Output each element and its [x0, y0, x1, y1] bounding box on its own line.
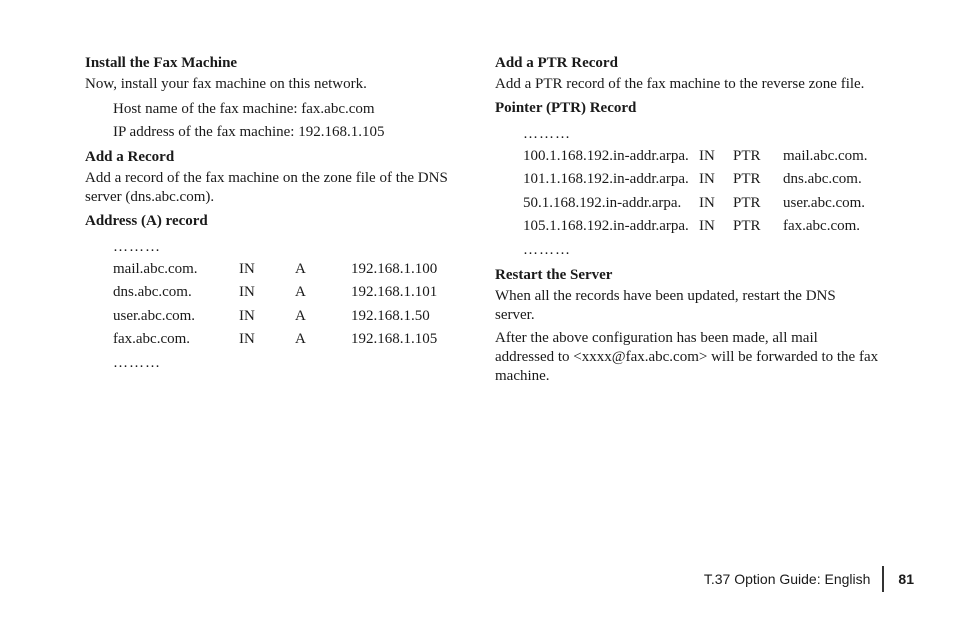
record-value: user.abc.com. — [783, 194, 866, 211]
record-row — [113, 305, 461, 328]
guide-title: T.37 Option Guide: English — [703, 571, 871, 587]
ellipsis-bottom: ……… — [113, 354, 161, 371]
record-class: IN — [699, 171, 715, 188]
record-value: 192.168.1.100 — [351, 261, 438, 277]
record-class: IN — [239, 261, 255, 277]
record-value: dns.abc.com. — [783, 171, 862, 188]
record-row — [523, 145, 883, 168]
ptr-records-table — [523, 145, 883, 239]
a-records-table — [113, 258, 461, 352]
restart-text: When all the records have been updated, restart the DNS server. — [495, 287, 836, 323]
install-heading: Install the Fax Machine — [85, 55, 238, 71]
record-value: 192.168.1.50 — [351, 307, 430, 324]
record-name: 100.1.168.192.in-addr.arpa. — [523, 148, 689, 164]
record-name: fax.abc.com. — [113, 331, 191, 348]
record-value: 192.168.1.101 — [351, 284, 438, 301]
record-value: 192.168.1.105 — [351, 331, 438, 348]
record-row — [523, 168, 883, 191]
ellipsis-top: ……… — [523, 126, 571, 142]
record-name: dns.abc.com. — [113, 284, 192, 301]
record-value: mail.abc.com. — [783, 148, 868, 164]
page-footer — [704, 566, 914, 592]
ellipsis-top: ……… — [113, 239, 161, 255]
record-type: A — [295, 261, 306, 277]
record-type: PTR — [733, 218, 761, 235]
add-record-heading: Add a Record — [85, 149, 175, 165]
host-name-line: Host name of the fax machine: fax.abc.com — [113, 101, 375, 117]
record-row — [113, 281, 461, 304]
address-record-heading: Address (A) record — [85, 213, 208, 229]
record-class: IN — [239, 307, 255, 324]
record-type: A — [295, 331, 306, 348]
record-name: 50.1.168.192.in-addr.arpa. — [523, 194, 682, 211]
record-row — [113, 258, 461, 281]
record-type: A — [295, 284, 306, 301]
record-type: PTR — [733, 148, 761, 164]
record-row — [523, 215, 883, 238]
record-name: 101.1.168.192.in-addr.arpa. — [523, 171, 689, 188]
record-class: IN — [699, 218, 715, 235]
restart-heading: Restart the Server — [495, 266, 613, 283]
right-column — [495, 53, 895, 390]
install-text: Now, install your fax machine on this network. — [85, 76, 367, 92]
record-class: IN — [699, 148, 715, 164]
record-row — [113, 328, 461, 351]
left-column — [85, 53, 465, 374]
record-name: 105.1.168.192.in-addr.arpa. — [523, 218, 689, 235]
record-class: IN — [699, 194, 715, 211]
record-class: IN — [239, 284, 255, 301]
record-name: mail.abc.com. — [113, 261, 198, 277]
record-type: A — [295, 307, 306, 324]
ptr-text: Add a PTR record of the fax machine to the reverse zone file. — [495, 76, 865, 92]
record-value: fax.abc.com. — [783, 218, 861, 235]
record-type: PTR — [733, 171, 761, 188]
add-record-text: Add a record of the fax machine on the zone file of the DNS server (dns.abc.com). — [85, 170, 448, 205]
record-type: PTR — [733, 194, 761, 211]
page-number: 81 — [898, 571, 914, 587]
after-config-text: After the above configuration has been made, all mail addressed to <xxxx@fax.abc.com> will be forwarded to the fax machine. — [495, 329, 879, 384]
record-name: user.abc.com. — [113, 307, 196, 324]
ip-address-line: IP address of the fax machine: 192.168.1.105 — [113, 124, 385, 140]
pointer-record-heading: Pointer (PTR) Record — [495, 100, 637, 116]
record-class: IN — [239, 331, 255, 348]
record-row — [523, 192, 883, 215]
ptr-heading: Add a PTR Record — [495, 55, 618, 71]
ellipsis-bottom: ……… — [523, 241, 571, 258]
